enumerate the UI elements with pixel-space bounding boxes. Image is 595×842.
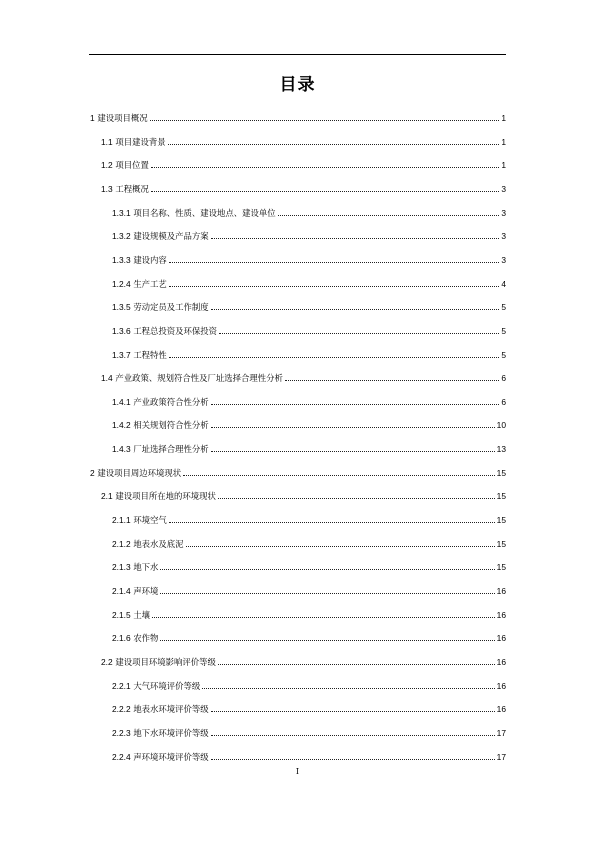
toc-leader-dots: [211, 238, 500, 239]
toc-leader-dots: [211, 309, 500, 310]
toc-entry-text: 项目建设背景: [115, 136, 166, 147]
toc-leader-dots: [278, 215, 500, 216]
toc-entry-page: 15: [496, 515, 506, 526]
toc-entry[interactable]: [112, 630, 506, 644]
toc-entry[interactable]: [101, 134, 506, 148]
toc-entry[interactable]: [112, 701, 506, 715]
toc-entry[interactable]: [112, 252, 506, 266]
toc-leader-dots: [169, 286, 500, 287]
toc-leader-dots: [186, 546, 495, 547]
toc-leader-dots: [211, 759, 495, 760]
page-number: I: [295, 767, 300, 776]
toc-entry[interactable]: [112, 678, 506, 692]
toc-entry-text: 地下水环境评价等级: [133, 727, 209, 738]
toc-entry-page: 15: [496, 538, 506, 549]
toc-entry-label: [112, 538, 184, 550]
toc-entry-page: 1: [501, 136, 506, 147]
toc-entry[interactable]: [101, 157, 506, 171]
toc-entry-page: 17: [496, 751, 506, 762]
toc-entry-number: 2.1.3: [112, 562, 131, 573]
toc-entry-label: [101, 490, 216, 502]
toc-entry-page: 17: [496, 727, 506, 738]
toc-entry-number: 2.2.2: [112, 704, 131, 715]
toc-entry-label: [112, 230, 209, 242]
toc-entry-text: 产业政策、规划符合性及厂址选择合理性分析: [115, 373, 283, 384]
toc-entry-number: 2: [90, 467, 95, 478]
toc-entry-page: 5: [501, 325, 506, 336]
page-title: 目录: [279, 75, 316, 95]
toc-entry-label: [112, 514, 167, 526]
toc-entry-number: 2.1.4: [112, 586, 131, 596]
toc-entry-page: 15: [496, 491, 506, 502]
toc-entry-page: 13: [496, 444, 506, 455]
toc-entry-label: [112, 680, 200, 692]
toc-entry[interactable]: [112, 583, 506, 597]
toc-entry-label: [112, 301, 209, 313]
toc-entry[interactable]: [112, 607, 506, 621]
toc-leader-dots: [160, 569, 494, 570]
toc-entry-label: [112, 561, 158, 573]
toc-entry-page: 15: [496, 467, 506, 478]
toc-leader-dots: [169, 522, 495, 523]
toc-entry-label: [112, 585, 158, 597]
toc-entry-text: 建设项目周边环境现状: [97, 467, 182, 478]
toc-entry-text: 建设项目环境影响评价等级: [115, 656, 216, 667]
toc-entry-page: 6: [501, 396, 506, 407]
toc-entry-text: 项目名称、性质、建设地点、建设单位: [133, 207, 276, 218]
toc-entry-label: [112, 396, 209, 408]
toc-entry-text: 建设项目概况: [97, 113, 148, 123]
toc-entry-number: 1.3.7: [112, 349, 131, 360]
toc-entry-text: 工程概况: [115, 183, 149, 194]
toc-entry-page: 3: [501, 183, 506, 194]
toc-leader-dots: [218, 664, 495, 665]
toc-entry-label: [112, 419, 209, 431]
toc-entry-number: 1.3.1: [112, 207, 131, 218]
toc-leader-dots: [211, 427, 495, 428]
toc-entry-number: 1.4.1: [112, 396, 131, 407]
toc-entry-number: 1.1: [101, 136, 113, 147]
toc-entry-page: 3: [501, 231, 506, 242]
toc-entry-label: [112, 609, 150, 621]
toc-entry-number: 2.1.6: [112, 633, 131, 644]
toc-entry-text: 声环境: [133, 586, 159, 596]
toc-entry-text: 环境空气: [133, 515, 167, 526]
toc-entry-text: 大气环境评价等级: [133, 680, 201, 691]
toc-entry-page: 1: [501, 160, 506, 171]
toc-entry-number: 1.3.2: [112, 231, 131, 242]
toc-entry-page: 15: [496, 562, 506, 573]
toc-leader-dots: [150, 120, 500, 121]
toc-entry-text: 工程特性: [133, 349, 167, 360]
toc-entry-label: [112, 703, 209, 715]
toc-entry-number: 1.4.3: [112, 444, 131, 455]
toc-entry[interactable]: [101, 488, 506, 502]
toc-entry[interactable]: [112, 725, 506, 739]
toc-entry-number: 1.2: [101, 160, 113, 171]
toc-entry-page: 1: [501, 113, 506, 123]
toc-entry-page: 6: [501, 373, 506, 384]
toc-leader-dots: [202, 688, 494, 689]
toc-entry[interactable]: [112, 205, 506, 219]
toc-entry[interactable]: [90, 110, 506, 124]
toc-entry-page: 5: [501, 302, 506, 313]
toc-entry-page: 16: [496, 656, 506, 667]
toc-entry-number: 2.2.3: [112, 727, 131, 738]
toc-entry-number: 1: [90, 113, 95, 123]
toc-entry-page: 10: [496, 420, 506, 431]
toc-leader-dots: [168, 144, 500, 145]
toc-entry-number: 1.3.6: [112, 325, 131, 336]
toc-entry[interactable]: [112, 417, 506, 431]
toc-leader-dots: [160, 593, 494, 594]
toc-entry-number: 1.3.3: [112, 254, 131, 265]
toc-entry-number: 1.3: [101, 183, 113, 194]
toc-entry-label: [112, 207, 276, 219]
toc-entry[interactable]: [112, 441, 506, 455]
toc-entry-number: 2.1.2: [112, 538, 131, 549]
toc-entry-label: [90, 112, 148, 124]
toc-entry-text: 厂址选择合理性分析: [133, 444, 209, 455]
toc-entry-label: [112, 254, 167, 266]
toc-entry-label: [112, 632, 158, 644]
toc-entry-text: 工程总投资及环保投资: [133, 325, 218, 336]
toc-leader-dots: [211, 451, 495, 452]
toc-entry-page: 5: [501, 349, 506, 360]
toc-leader-dots: [219, 333, 499, 334]
toc-entry[interactable]: [101, 181, 506, 195]
toc-leader-dots: [151, 191, 500, 192]
toc-entry-text: 地表水及底泥: [133, 538, 184, 549]
toc-entry[interactable]: [101, 654, 506, 668]
toc-entry-number: 2.2.4: [112, 751, 131, 762]
toc-entry-text: 建设内容: [133, 254, 167, 265]
toc-entry-text: 相关规划符合性分析: [133, 420, 209, 431]
toc-entry-number: 1.4.2: [112, 420, 131, 431]
toc-entry[interactable]: [112, 276, 506, 290]
toc-entry[interactable]: [112, 299, 506, 313]
toc-entry-page: 4: [501, 278, 506, 289]
toc-entry-page: 16: [496, 680, 506, 691]
toc-entry[interactable]: [90, 465, 506, 479]
toc-entry-text: 地表水环境评价等级: [133, 704, 209, 715]
toc-entry-page: 16: [496, 704, 506, 715]
toc-entry-page: 3: [501, 254, 506, 265]
toc-entry[interactable]: [112, 323, 506, 337]
toc-entry-label: [112, 349, 167, 361]
toc-entry-text: 生产工艺: [133, 278, 167, 289]
toc-entry[interactable]: [112, 228, 506, 242]
toc-entry-text: 劳动定员及工作制度: [133, 302, 209, 313]
toc-entry-text: 农作物: [133, 633, 159, 644]
toc-entry-label: [101, 136, 166, 148]
toc-entry-text: 产业政策符合性分析: [133, 396, 209, 407]
toc-leader-dots: [169, 262, 500, 263]
toc-entry-label: [112, 751, 209, 763]
toc-entry[interactable]: [112, 559, 506, 573]
toc-entry-page: 3: [501, 207, 506, 218]
toc-entry-label: [112, 325, 217, 337]
toc-entry-number: 2.1.5: [112, 609, 131, 620]
toc-entry-text: 建设项目所在地的环境现状: [115, 491, 216, 502]
toc-leader-dots: [211, 711, 495, 712]
toc-entry[interactable]: [112, 512, 506, 526]
toc-entry-number: 2.1: [101, 491, 113, 502]
toc-entry-text: 建设规模及产品方案: [133, 231, 209, 242]
toc-leader-dots: [169, 357, 500, 358]
toc-entry-label: [101, 159, 149, 171]
toc-entry-label: [101, 656, 216, 668]
toc-entry-text: 声环境环境评价等级: [133, 751, 209, 762]
toc-entry-label: [90, 467, 181, 479]
toc-entry-text: 地下水: [133, 562, 159, 573]
toc-leader-dots: [211, 735, 495, 736]
toc-entry-label: [112, 727, 209, 739]
toc-entry-label: [101, 372, 283, 384]
toc-leader-dots: [183, 475, 495, 476]
toc-entry[interactable]: [112, 749, 506, 763]
toc-entry[interactable]: [112, 536, 506, 550]
toc-entry-number: 1.4: [101, 373, 113, 384]
toc-entry-page: 16: [496, 609, 506, 620]
toc-entry[interactable]: [112, 347, 506, 361]
toc-leader-dots: [151, 167, 500, 168]
toc-entry-page: 16: [496, 586, 506, 596]
toc-leader-dots: [285, 380, 500, 381]
toc-entry-label: [101, 183, 149, 195]
toc-entry-number: 2.2.1: [112, 680, 131, 691]
toc-entry-text: 项目位置: [115, 160, 149, 171]
toc-leader-dots: [211, 404, 500, 405]
toc-entry-label: [112, 278, 167, 290]
toc-entry-number: 1.2.4: [112, 278, 131, 289]
toc-entry[interactable]: [112, 394, 506, 408]
toc-entry-number: 2.2: [101, 656, 113, 667]
toc-leader-dots: [218, 498, 495, 499]
toc-entry-page: 16: [496, 633, 506, 644]
toc-entry[interactable]: [101, 370, 506, 384]
toc-leader-dots: [152, 617, 495, 618]
toc-leader-dots: [160, 640, 494, 641]
toc-entry-number: 2.1.1: [112, 515, 131, 526]
toc-entry-number: 1.3.5: [112, 302, 131, 313]
toc-entry-label: [112, 443, 209, 455]
toc-entry-text: 土壤: [133, 609, 151, 620]
